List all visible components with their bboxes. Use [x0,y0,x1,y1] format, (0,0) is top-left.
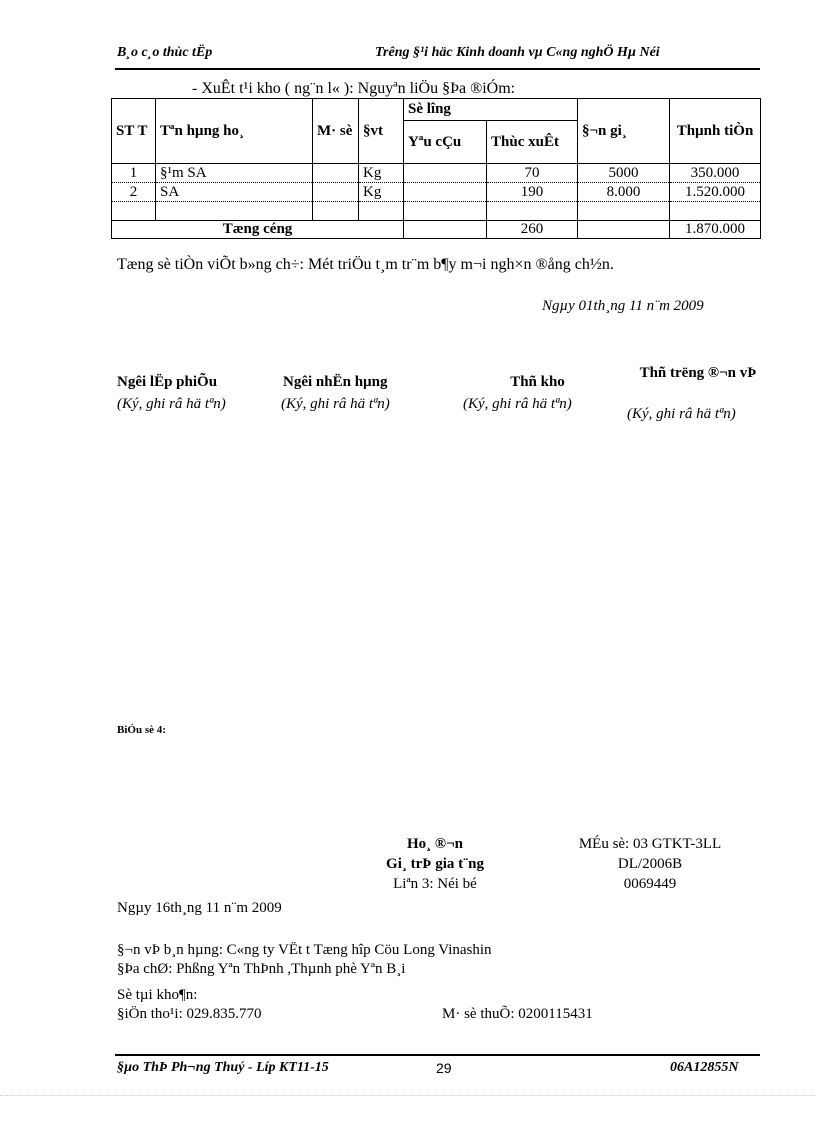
col-header-qty-requested: Yªu cÇu [404,121,487,164]
signature-title-director: Thñ trëng ®¬n vÞ [639,365,757,381]
page-number: 29 [436,1060,452,1076]
table-row [112,183,761,202]
goods-issue-table [111,98,761,239]
cell-unit: Kg [359,164,404,183]
table-total-row [112,221,761,239]
invoice-series: DL/2006B [617,856,683,872]
footer-author: §µo ThÞ Ph¬ng Thuý - Líp KT11-15 [117,1060,329,1075]
table-row-empty [112,202,761,221]
signature-title-storekeeper: Thñ kho [510,374,565,390]
table-caption: - XuÊt t¹i kho ( ng¨n l« ): Nguyªn liÖu §Þa ®iÓm: [192,80,516,97]
amount-in-words: Tæng sè tiÒn viÕt b»ng ch÷: Mét triÖu t¸m tr¨m b¶y m¬i ngh×n ®ång ch½n. [117,256,614,273]
bank-account: Sè tµi kho¶n: [117,987,198,1003]
cell-qty-requested [404,164,487,183]
signature-note-receiver: (Ký, ghi râ hä tªn) [281,396,390,412]
cell-qty-actual: 190 [487,183,578,202]
cell-amount: 350.000 [670,164,761,183]
cell-unit: Kg [359,183,404,202]
cell-qty-actual: 70 [487,164,578,183]
total-label: Tæng céng [112,221,404,239]
col-header-price: §¬n gi¸ [578,99,670,164]
seller-name: §¬n vÞ b¸n hµng: C«ng ty VËt t Tæng hîp Cöu Long Vinashin [117,942,492,958]
header-right: Trêng §¹i häc Kinh doanh vµ C«ng nghÖ Hµ Néi [375,45,660,60]
footer-rule [115,1054,760,1056]
col-header-code: M· sè [313,99,359,164]
invoice-copy: Liªn 3: Néi bé [393,876,477,892]
seller-phone: §iÖn tho¹i: 029.835.770 [117,1006,262,1022]
col-header-unit: §vt [359,99,404,164]
cell-stt: 2 [112,183,156,202]
col-header-name: Tªn hµng ho¸ [156,99,313,164]
cell-stt: 1 [112,164,156,183]
total-amount: 1.870.000 [670,221,761,239]
table-row [112,164,761,183]
cell-price: 5000 [578,164,670,183]
invoice-number: 0069449 [623,876,677,892]
signature-title-preparer: Ngêi lËp phiÕu [117,374,218,390]
appendix-label: BiÓu sè 4: [117,724,166,736]
sign-date: Ngµy 01th¸ng 11 n¨m 2009 [542,298,704,314]
invoice-form-number: MÉu sè: 03 GTKT-3LL [578,836,722,852]
invoice-title: Ho¸ ®¬n [406,836,463,852]
invoice-subtitle: Gi¸ trÞ gia t¨ng [386,856,484,872]
page-edge-divider [0,1095,816,1096]
header-left: B¸o c¸o thùc tËp [117,45,213,60]
cell-qty-requested [404,183,487,202]
col-header-quantity: Sè lîng [404,99,578,121]
col-header-stt: ST T [112,99,156,164]
col-header-amount: Thµnh tiÒn [670,99,761,164]
signature-note-storekeeper: (Ký, ghi râ hä tªn) [463,396,572,412]
cell-code [313,183,359,202]
signature-title-receiver: Ngêi nhËn hµng [283,374,388,390]
signature-note-preparer: (Ký, ghi râ hä tªn) [117,396,226,412]
col-header-qty-actual: Thùc xuÊt [487,121,578,164]
cell-name: SA [156,183,313,202]
cell-name: §¹m SA [156,164,313,183]
seller-tax-code: M· sè thuÕ: 0200115431 [442,1006,593,1022]
cell-code [313,164,359,183]
cell-amount: 1.520.000 [670,183,761,202]
invoice-date: Ngµy 16th¸ng 11 n¨m 2009 [117,900,282,916]
footer-student-id: 06A12855N [670,1060,739,1075]
cell-price: 8.000 [578,183,670,202]
seller-address: §Þa chØ: Phßng Yªn ThÞnh ,Thµnh phè Yªn B¸i [117,961,406,977]
header-rule [115,68,760,70]
signature-note-director: (Ký, ghi râ hä tªn) [627,406,736,422]
total-qty-actual: 260 [487,221,578,239]
